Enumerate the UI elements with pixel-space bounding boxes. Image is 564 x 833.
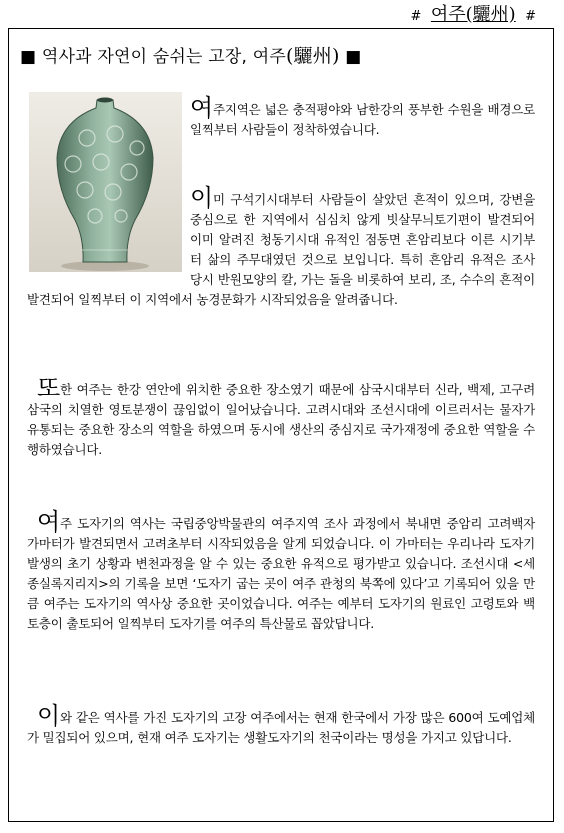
paragraph-1-text: 주지역은 넓은 충적평야와 남한강의 풍부한 수원을 배경으로 일찍부터 사람들이 정착하였습니다. bbox=[190, 102, 535, 137]
paragraph-2-initial: 이 bbox=[190, 184, 213, 212]
paragraph-3 bbox=[27, 374, 535, 460]
header-region-name: 여주(驪州) bbox=[430, 4, 516, 25]
title-end-mark: ■ bbox=[345, 47, 362, 67]
header-label bbox=[411, 5, 536, 27]
paragraph-2-text: 미 구석기시대부터 사람들이 살았던 흔적이 있으며, 강변을 중심으로 한 지역에서 심심치 않게 빗살무늬토기편이 발견되어 이미 알려진 청동기시대 유적인 점동면 흔암리보다 이른 시기부터 삶의 주무대였던 것으로 보입니다. 특히 흔암리 유적은 조사 당시 반원모양의 칼, 가는 돌을 비롯하여 보리, 조, 수수의 흔적이 발견되어 일찍부터 이 지역에서 농경문화가 시작되었음을 알려줍니다. bbox=[27, 192, 535, 307]
paragraph-1 bbox=[190, 94, 535, 140]
hash-mark-left: # bbox=[410, 9, 422, 24]
page-title bbox=[20, 44, 540, 69]
paragraph-4-text: 주 도자기의 역사는 국립중앙박물관의 여주지역 조사 과정에서 북내면 중암리 고려백자 가마터가 발견되면서 고려초부터 시작되었음을 알게 되었습니다. 이 가마터는 우리나라 도자기 발생의 초기 상황과 변천과정을 알 수 있는 중요한 유적으로 평가받고 있습니다. 조선시대 <세종실록지리지>의 기록을 보면 ‘도자기 굽는 곳이 여주 관청의 북쪽에 있다’고 기록되어 있을 만큼 여주는 도자기의 역사상 중요한 곳이었습니다. 여주는 예부터 도자기의 원료인 고령토와 백토층이 출토되어 일찍부터 도자기를 여주의 특산물로 꼽았답니다. bbox=[27, 516, 535, 631]
paragraph-5 bbox=[27, 702, 535, 748]
paragraph-5-initial: 이 bbox=[37, 702, 60, 730]
paragraph-4-initial: 여 bbox=[37, 508, 60, 536]
paragraph-4 bbox=[27, 508, 535, 634]
paragraph-1-initial: 여 bbox=[190, 94, 213, 122]
paragraph-3-text: 한 여주는 한강 연안에 위치한 중요한 장소였기 때문에 삼국시대부터 신라, 백제, 고구려 삼국의 치열한 영토분쟁이 끊임없이 일어났습니다. 고려시대와 조선시대에 이르러서는 물자가 유통되는 중요한 장소의 역할을 하였으며 동시에 생산의 중심지로 국가재정에 중요한 역할을 수행하였습니다. bbox=[27, 382, 535, 457]
paragraph-5-text: 와 같은 역사를 가진 도자기의 고장 여주에서는 현재 한국에서 가장 많은 600여 도예업체가 밀집되어 있으며, 현재 여주 도자기는 생활도자기의 천국이라는 명성을 가지고 있답니다. bbox=[27, 710, 535, 745]
image-wrap-spacer bbox=[27, 188, 190, 280]
title-hanja: (驪州) bbox=[285, 45, 340, 67]
title-text: ■ 역사과 자연이 숨쉬는 고장, 여주 bbox=[20, 47, 286, 67]
paragraph-3-initial: 또 bbox=[37, 374, 60, 402]
hash-mark-right: # bbox=[525, 9, 536, 24]
paragraph-2 bbox=[27, 184, 535, 310]
